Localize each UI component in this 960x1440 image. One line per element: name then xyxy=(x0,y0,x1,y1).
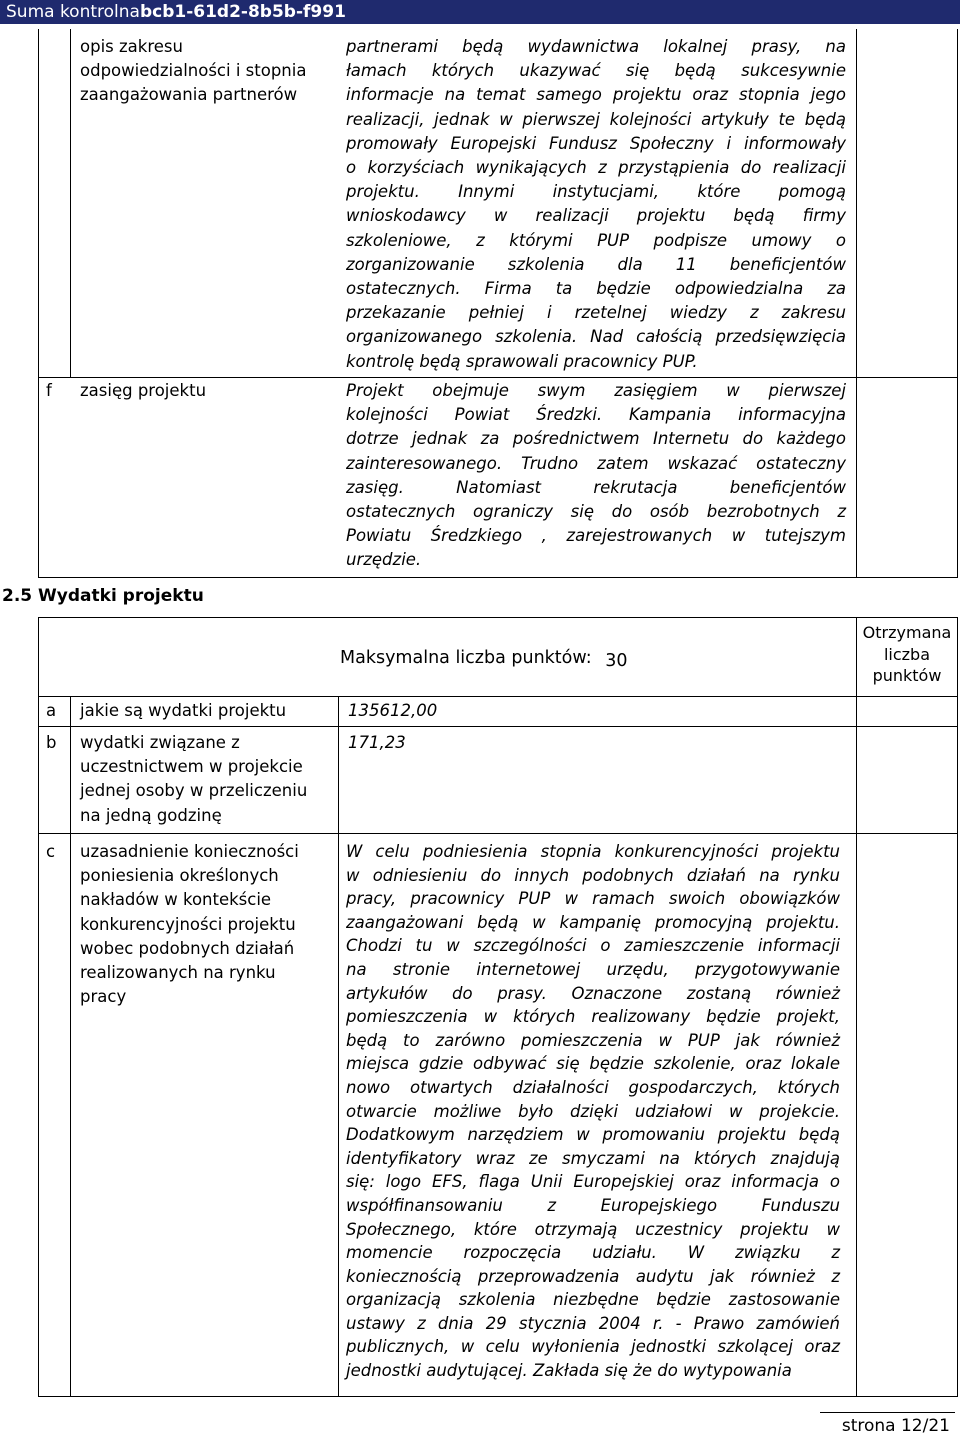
table-border xyxy=(38,577,958,578)
table-border xyxy=(70,696,71,1397)
text-line: artykułów do prasy. Oznaczone zostaną również xyxy=(346,983,840,1003)
table-border xyxy=(38,617,958,618)
text-line: współfinansowaniu z Europejskiego Funduszu xyxy=(346,1195,840,1215)
section-title: 2.5 Wydatki projektu xyxy=(2,586,204,606)
text-line: Dodatkowym narzędziem w promowaniu projektu będą xyxy=(346,1125,840,1145)
table-border xyxy=(957,29,958,577)
per-hour-cost-value: 171,23 xyxy=(348,733,406,752)
table-border xyxy=(856,617,857,1397)
text-line: informacje na temat samego projektu oraz stopnia jego xyxy=(346,85,846,105)
received-points-header: Otrzymana liczba punktów xyxy=(862,623,952,685)
page-number: strona 12/21 xyxy=(841,1416,950,1436)
text-line: przekazanie pełniej i rzetelnej wiedzy z zakresu xyxy=(346,303,846,323)
text-line: realizacji, jednak w pierwszej kolejności artykuły te będą xyxy=(346,109,846,129)
row-label: wydatki związane z uczestnictwem w projekcie jednej osoby w przeliczeniu na jedną godzinę xyxy=(80,733,308,825)
row-description xyxy=(346,840,840,1383)
text-line: Projekt obejmuje swym zasięgiem w pierwszej xyxy=(346,381,846,400)
row-description xyxy=(346,35,846,374)
text-line: ustawy z dnia 29 stycznia 2004 r. - Prawo zamówień xyxy=(346,1313,840,1333)
text-line: otwarcie możliwe było dzięki udziałowi w projekcie. xyxy=(346,1101,840,1121)
table-border xyxy=(38,29,39,577)
header-prefix: Suma kontrolna xyxy=(6,2,140,22)
text-line: ostatecznych ograniczy się do osób bezrobotnych z xyxy=(346,502,846,522)
text-line: Chodzi tu w szczególności o zamieszczenie informacji xyxy=(346,936,840,956)
text-line: zorganizowanie szkolenia dla 11 beneficjentów xyxy=(346,254,846,274)
text-line: zainteresowanego. Trudno zatem wskazać ostateczny xyxy=(346,453,846,473)
row-letter: b xyxy=(46,733,57,752)
text-line: Społecznego, które otrzymają uczestnicy projektu w xyxy=(346,1219,840,1239)
table-border xyxy=(38,617,39,1397)
text-line: zasięg. Natomiast rekrutacja beneficjentów xyxy=(346,477,846,497)
text-line: kolejności Powiat Średzki. Kampania informacyjna xyxy=(346,405,846,425)
text-line: łamach których ukazywać się będą sukcesywnie xyxy=(346,61,846,81)
text-line: partnerami będą wydawnictwa lokalnej prasy, na xyxy=(346,37,846,56)
row-letter: f xyxy=(46,381,52,400)
row-label: zasięg projektu xyxy=(80,381,207,400)
text-line: w odniesieniu do innych podobnych działań na rynku xyxy=(346,865,840,885)
table-border xyxy=(38,696,958,697)
expenses-value: 135612,00 xyxy=(348,701,438,720)
text-line: Powiatu Średzkiego , zarejestrowanych w tutejszym xyxy=(346,526,846,546)
text-line: miejsca gdzie odbywać się będzie szkolenie, oraz lokale xyxy=(346,1054,840,1074)
table-border xyxy=(70,29,71,378)
row-letter: a xyxy=(46,701,57,720)
table-border xyxy=(338,696,339,1397)
text-line: momencie rozpoczęcia udziału. W związku z xyxy=(346,1243,840,1263)
max-points-label: Maksymalna liczba punktów: 30 xyxy=(340,648,628,671)
text-line: pomieszczenia w których realizowany będzie projekt, xyxy=(346,1007,840,1027)
text-line: dotrze jednak za pośrednictwem Internetu do każdego xyxy=(346,429,846,449)
footer-divider xyxy=(820,1412,955,1413)
row-letter: c xyxy=(46,842,56,861)
text-line: urzędzie. xyxy=(346,550,422,570)
text-line: publicznych, w celu wyłonienia jednostki szkolącej oraz xyxy=(346,1337,840,1357)
text-line: wnioskodawcy w realizacji projektu będą firmy xyxy=(346,206,846,226)
text-line: ostatecznych. Firma ta będzie odpowiedzialna za xyxy=(346,279,846,299)
text-line: kontrolę będą sprawowali pracownicy PUP. xyxy=(346,351,698,371)
text-line: W celu podniesienia stopnia konkurencyjności projektu xyxy=(346,842,840,861)
document-header xyxy=(0,0,960,24)
table-border xyxy=(856,29,857,577)
text-line: szkoleniowe, z którymi PUP podpisze umowy o xyxy=(346,230,846,250)
text-line: zaangażowani będą w kampanię promocyjną projektu. xyxy=(346,912,840,932)
text-line: projektu. Innymi instytucjami, które pomogą xyxy=(346,182,846,202)
table-border xyxy=(38,377,958,378)
text-line: koniecznością przeprowadzenia audytu jak również z xyxy=(346,1266,840,1286)
max-points-value: 30 xyxy=(605,651,628,671)
text-line: się: logo EFS, flaga Unii Europejskiej oraz informacja o xyxy=(346,1172,840,1192)
text-line: pracy, pracownicy PUP w ramach swoich obowiązków xyxy=(346,889,840,909)
text-line: o korzyściach wynikających z przystąpienia do realizacji xyxy=(346,158,846,178)
table-border xyxy=(38,726,958,727)
text-line: na stronie internetowej urzędu, przygotowywanie xyxy=(346,959,840,979)
text-line: nowo otwartych działalności gospodarczych, których xyxy=(346,1077,840,1097)
header-hash: bcb1-61d2-8b5b-f991 xyxy=(139,2,346,22)
table-border xyxy=(957,617,958,1397)
row-label: opis zakresu odpowiedzialności i stopnia zaangażowania partnerów xyxy=(80,37,307,105)
row-label: jakie są wydatki projektu xyxy=(80,701,287,720)
text-line: będą to zarówno pomieszczenia w PUP jak również xyxy=(346,1030,840,1050)
text-line: organizacją szkolenia niezbędne będzie zastosowanie xyxy=(346,1290,840,1310)
row-description xyxy=(346,379,846,573)
table-border xyxy=(38,1396,958,1397)
text-line: organizowanego szkolenia. Nad całością przedsięwzięcia xyxy=(346,327,846,347)
row-label: uzasadnienie konieczności poniesienia określonych nakładów w kontekście konkurencyjności projektu wobec podobnych działań realizowanych na rynku pracy xyxy=(80,842,299,1007)
text-line: promowały Europejski Fundusz Społeczny i informowały xyxy=(346,133,846,153)
table-border xyxy=(38,833,958,834)
text-line: jednostki audytującej. Zakłada się że do wytypowania xyxy=(346,1361,792,1381)
text-line: identyfikatory wraz ze smyczami na których znajdują xyxy=(346,1148,840,1168)
